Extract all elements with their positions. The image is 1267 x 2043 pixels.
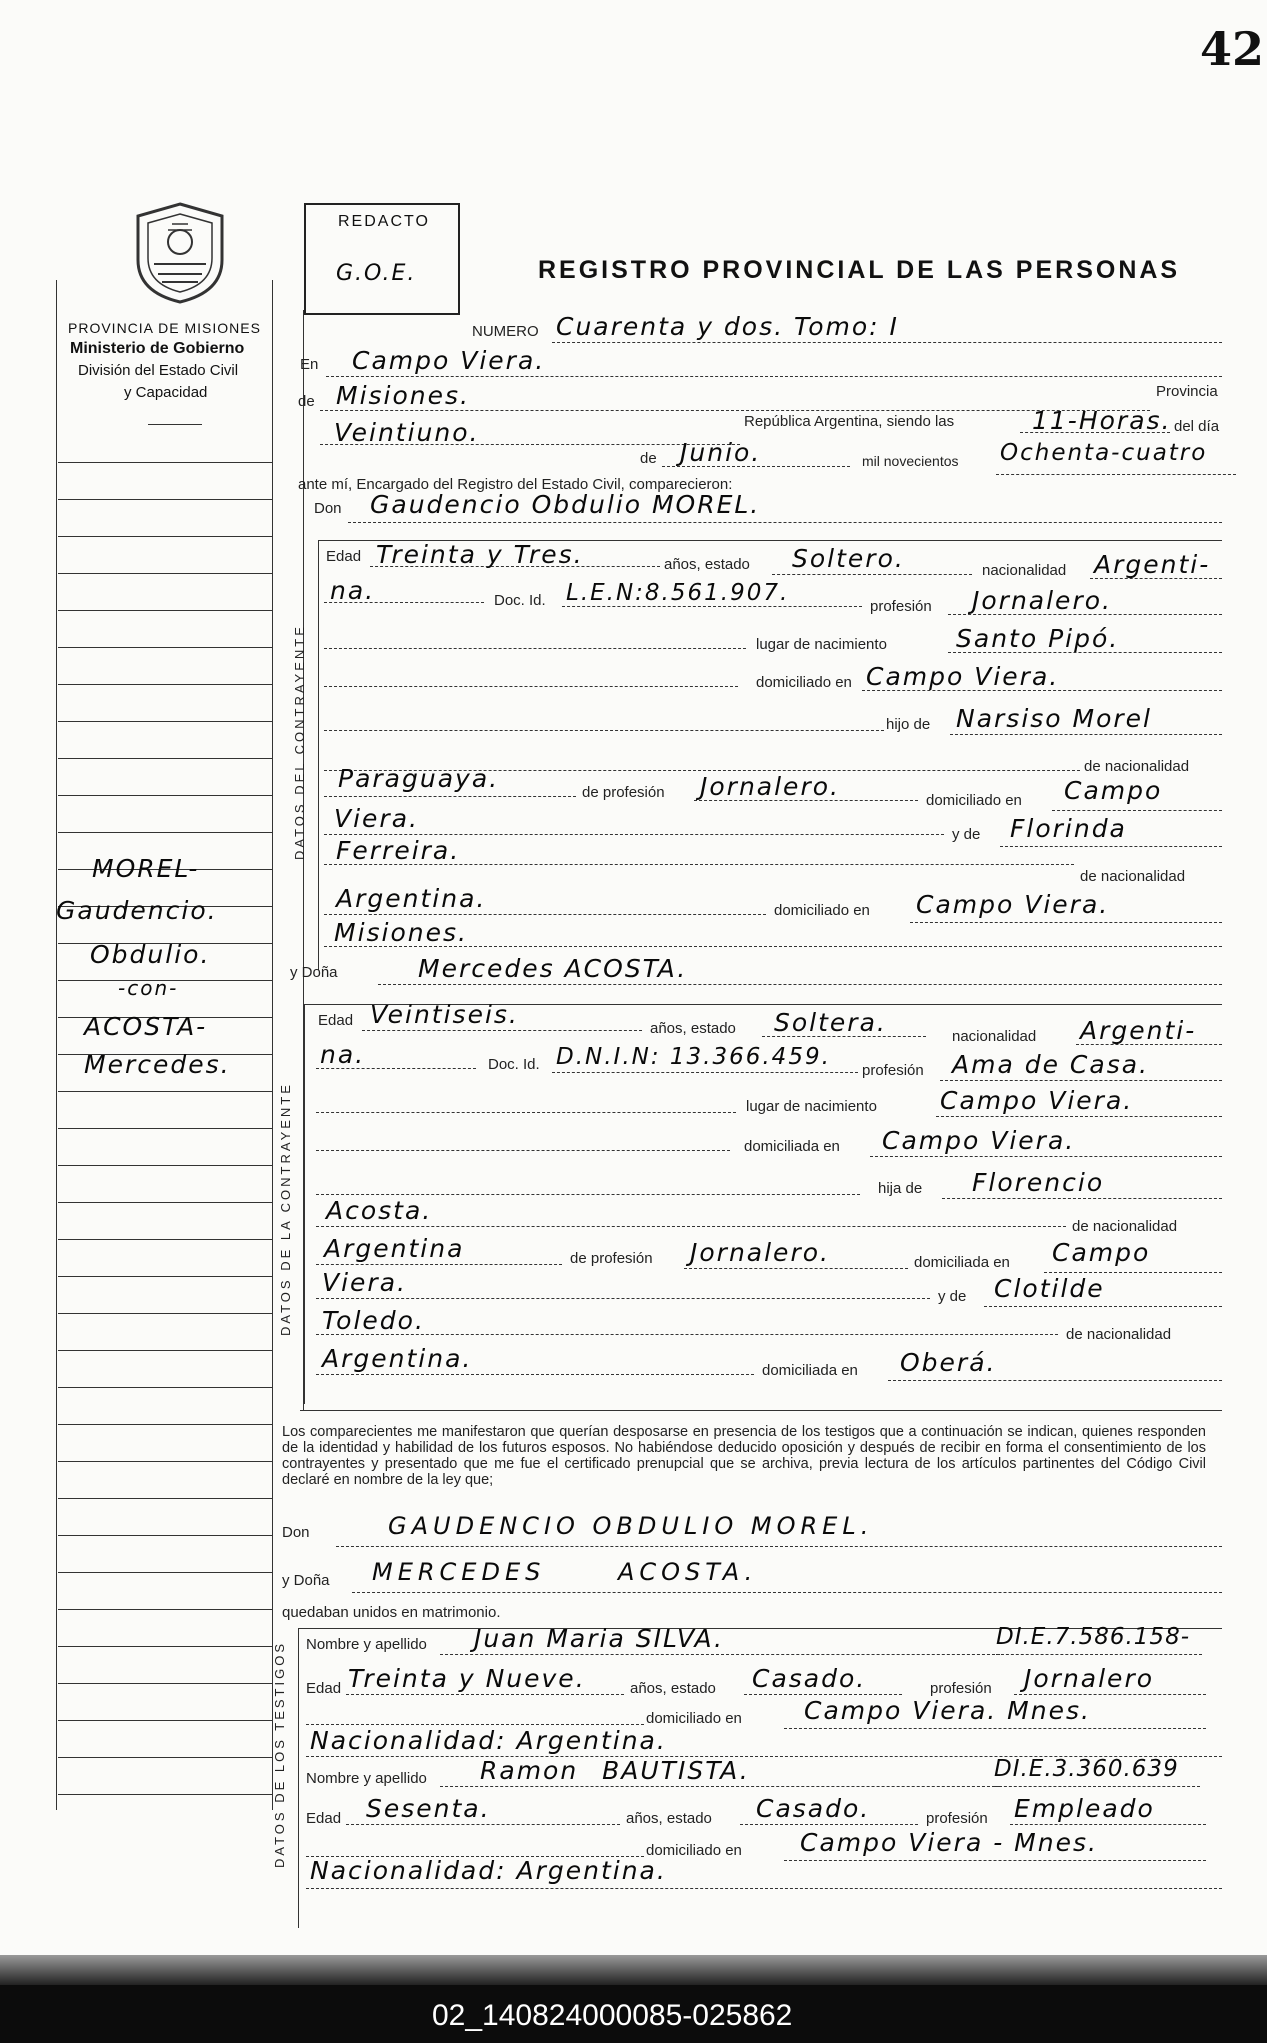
- c-profesion-value: Jornalero.: [972, 586, 1112, 615]
- f-dom-line: [870, 1156, 1222, 1157]
- contrayente-section-label: DATOS DEL CONTRAYENTE: [292, 624, 307, 860]
- f-edad-value: Veintiseis.: [370, 1000, 519, 1029]
- margin-rule-line: [58, 1202, 272, 1203]
- c-de-nacionalidad-label-2: de nacionalidad: [1080, 868, 1186, 885]
- margin-rule-line: [58, 462, 272, 463]
- c-padre-dom-cont-line: [324, 834, 944, 835]
- c-madre-dom-value: Campo Viera.: [916, 890, 1110, 919]
- t1-profesion-value: Jornalero: [1024, 1664, 1155, 1693]
- redacto-box: [304, 203, 460, 315]
- decl-dona-line: [352, 1592, 1222, 1593]
- f-nacionalidad-line: [1076, 1044, 1222, 1045]
- numero-value: Cuarenta y dos. Tomo: I: [556, 312, 899, 341]
- t1-estado-line: [744, 1694, 902, 1695]
- contrayenta-bottom-rule: [300, 1410, 1222, 1411]
- declaration-text: Los comparecientes me manifestaron que querían desposarse en presencia de los testigos que a continuación se indican, quienes responden de la identidad y habilidad de los futuros esposos. No habiéndose deducido oposición y después de recibir en forma el consentimiento de los contrayentes y presentado que me fue el certificado prenupcial que se archiva, previa lectura de los artículos partinentes del Código Civil declaré en nombre de la ley que;: [282, 1424, 1206, 1488]
- t2-doc-value: DI.E.3.360.639: [994, 1756, 1179, 1782]
- c-estado-value: Soltero.: [792, 544, 905, 573]
- ministry-line-2: Ministerio de Gobierno: [70, 340, 245, 357]
- ante-text: ante mí, Encargado del Registro del Estado Civil, comparecieron:: [298, 476, 733, 493]
- margin-rule-line: [58, 1720, 272, 1721]
- t1-dom-line: [784, 1728, 1206, 1729]
- t2-doc-line: [994, 1786, 1200, 1787]
- f-dom-label: domiciliada en: [744, 1138, 840, 1155]
- margin-rule-line: [58, 1461, 272, 1462]
- c-edad-value: Treinta y Tres.: [376, 540, 584, 569]
- f-hija-line: [942, 1198, 1222, 1199]
- margin-note-1: MOREL-: [92, 854, 200, 883]
- t2-nac-line: [306, 1888, 1222, 1889]
- f-madre-dom-value: Oberá.: [900, 1348, 997, 1377]
- margin-rule-line: [58, 1313, 272, 1314]
- margin-rule-line: [58, 721, 272, 722]
- t1-dom-label: domiciliado en: [646, 1710, 742, 1727]
- c-lugar-blank-line: [324, 648, 746, 649]
- f-de-nacionalidad-label-2: de nacionalidad: [1066, 1326, 1172, 1343]
- margin-note-5: ACOSTA-: [84, 1012, 208, 1041]
- footer-id: 02_140824000085-025862: [432, 1999, 793, 2032]
- c-doc-line: [562, 606, 862, 607]
- c-nacionalidad-label: nacionalidad: [982, 562, 1067, 579]
- f-dom-blank-line: [316, 1150, 730, 1151]
- f-madre-value: Clotilde: [994, 1274, 1105, 1303]
- t1-nac-value: Nacionalidad: Argentina.: [310, 1726, 667, 1755]
- numero-line: [552, 342, 1222, 343]
- c-nacionalidad-value: Argenti-: [1094, 550, 1211, 579]
- margin-rule-line: [58, 1424, 272, 1425]
- f-madre-cont: Toledo.: [322, 1306, 425, 1335]
- c-edad-label: Edad: [326, 548, 362, 565]
- t1-nombre-line: [440, 1654, 1000, 1655]
- f-padre-dom-cont: Viera.: [322, 1268, 407, 1297]
- t2-edad-line: [346, 1824, 620, 1825]
- f-nac-cont-line: [316, 1068, 476, 1069]
- del-dia-label: del día: [1174, 418, 1220, 435]
- f-madre-line: [984, 1306, 1222, 1307]
- f-anos-label: años, estado: [650, 1020, 736, 1037]
- ministry-line-4: y Capacidad: [124, 384, 208, 401]
- c-madre-dom-line: [910, 922, 1222, 923]
- f-edad-line: [362, 1030, 642, 1031]
- c-doc-value: L.E.N:8.561.907.: [566, 580, 790, 606]
- f-padre-nac-value: Argentina: [324, 1234, 465, 1263]
- don-label: Don: [314, 500, 342, 517]
- c-nac-cont-line: [324, 602, 484, 603]
- t1-dom-value: Campo Viera. Mnes.: [804, 1696, 1091, 1725]
- margin-rule-line: [58, 1646, 272, 1647]
- t2-dom-label: domiciliado en: [646, 1842, 742, 1859]
- c-nacionalidad-cont: na.: [330, 576, 376, 605]
- anio-line: [996, 474, 1236, 475]
- c-edad-line: [370, 566, 660, 567]
- c-hijo-line: [950, 734, 1222, 735]
- scan-footer-band: [0, 1955, 1267, 2043]
- f-padre-prof-value: Jornalero.: [690, 1238, 830, 1267]
- de-label: de: [298, 393, 315, 410]
- c-madre-value: Florinda: [1010, 814, 1127, 843]
- t1-profesion-label: profesión: [930, 1680, 992, 1697]
- c-madre-cont: Ferreira.: [336, 836, 461, 865]
- f-madre-cont-line: [316, 1334, 1058, 1335]
- contrayenta-left-rule: [304, 1004, 305, 1404]
- c-dom-value: Campo Viera.: [866, 662, 1060, 691]
- f-lugar-line: [936, 1116, 1222, 1117]
- t2-profesion-value: Empleado: [1014, 1794, 1155, 1823]
- horas-line: [1020, 432, 1170, 433]
- c-profesion-line: [948, 614, 1222, 615]
- c-madre-nac-line: [324, 914, 766, 915]
- margin-rule-line: [58, 1128, 272, 1129]
- numero-label: NUMERO: [472, 323, 539, 340]
- c-madre-dom-cont: Misiones.: [334, 918, 468, 947]
- margin-rule-line: [58, 1091, 272, 1092]
- en-value: Campo Viera.: [352, 346, 546, 375]
- margin-rule-line: [58, 1609, 272, 1610]
- t2-profesion-line: [1010, 1824, 1206, 1825]
- f-de-nacionalidad-label: de nacionalidad: [1072, 1218, 1178, 1235]
- t2-anos-label: años, estado: [626, 1810, 712, 1827]
- margin-rule-line: [58, 1239, 272, 1240]
- contrayenta-section-label: DATOS DE LA CONTRAYENTE: [278, 1082, 293, 1336]
- t1-anos-label: años, estado: [630, 1680, 716, 1697]
- t1-edad-label: Edad: [306, 1680, 342, 1697]
- t2-nombre-label: Nombre y apellido: [306, 1770, 427, 1787]
- decl-dona-value: MERCEDES ACOSTA.: [372, 1558, 758, 1586]
- margin-rule-line: [58, 499, 272, 500]
- margin-rule-line: [58, 536, 272, 537]
- margin-rule-line: [58, 1757, 272, 1758]
- c-padre-nac-line: [324, 796, 576, 797]
- c-lugar-line: [948, 652, 1222, 653]
- redacto-value: G.O.E.: [336, 261, 417, 286]
- page-number: 42: [1200, 22, 1265, 76]
- margin-rule-line: [58, 1350, 272, 1351]
- f-de-profesion-label: de profesión: [570, 1250, 653, 1267]
- margin-rule-line: [58, 573, 272, 574]
- c-nacionalidad-line: [1090, 578, 1222, 579]
- dona-value: Mercedes ACOSTA.: [418, 954, 688, 983]
- margin-rule-line: [58, 1165, 272, 1166]
- redacto-label: REDACTO: [338, 213, 430, 230]
- margin-rule-line: [58, 1683, 272, 1684]
- c-dom-blank-line: [324, 686, 738, 687]
- c-doc-label: Doc. Id.: [494, 592, 546, 609]
- don-line: [348, 522, 1222, 523]
- f-padre-dom-cont-line: [316, 1298, 930, 1299]
- don-value: Gaudencio Obdulio MOREL.: [370, 490, 761, 519]
- margin-rule-line: [58, 1794, 272, 1795]
- c-profesion-label: profesión: [870, 598, 932, 615]
- f-lugar-value: Campo Viera.: [940, 1086, 1134, 1115]
- margin-rule-line: [58, 1572, 272, 1573]
- margin-rule-line: [58, 1535, 272, 1536]
- margin-note-6: Mercedes.: [84, 1050, 231, 1079]
- t1-nombre-label: Nombre y apellido: [306, 1636, 427, 1653]
- c-estado-line: [772, 574, 972, 575]
- f-padre-prof-line: [684, 1268, 908, 1269]
- anio-value: Ochenta-cuatro: [1000, 440, 1208, 466]
- t1-dom-blank-line: [306, 1724, 644, 1725]
- c-dom-line: [862, 690, 1222, 691]
- mil-label: mil novecientos: [862, 453, 959, 469]
- decl-don-label: Don: [282, 1524, 310, 1541]
- mes-line: [662, 466, 850, 467]
- c-madre-dom-label: domiciliado en: [774, 902, 870, 919]
- de-line: [320, 410, 1150, 411]
- c-madre-nac-value: Argentina.: [336, 884, 487, 913]
- c-madre-line: [1000, 846, 1222, 847]
- c-padre-prof-value: Jornalero.: [700, 772, 840, 801]
- c-y-de-label: y de: [952, 826, 981, 843]
- c-dom-label: domiciliado en: [756, 674, 852, 691]
- c-madre-dom-cont-line: [324, 946, 1222, 947]
- f-hija-blank-line: [316, 1194, 860, 1195]
- c-de-profesion-label: de profesión: [582, 784, 665, 801]
- c-madre-cont-line: [324, 864, 1074, 865]
- en-line: [326, 376, 1222, 377]
- f-hija-cont: Acosta.: [326, 1196, 433, 1225]
- margin-note-3: Obdulio.: [90, 940, 211, 969]
- c-lugar-value: Santo Pipó.: [956, 624, 1120, 653]
- margin-rule-line: [58, 610, 272, 611]
- c-padre-dom-label: domiciliado en: [926, 792, 1022, 809]
- f-profesion-value: Ama de Casa.: [952, 1050, 1149, 1079]
- margin-note-2: Gaudencio.: [56, 896, 218, 925]
- margin-rule-line: [58, 1498, 272, 1499]
- decl-don-line: [336, 1546, 1222, 1547]
- f-madre-dom-line: [888, 1380, 1222, 1381]
- c-padre-nac-value: Paraguaya.: [338, 764, 500, 793]
- t1-edad-value: Treinta y Nueve.: [348, 1664, 586, 1693]
- f-madre-nac-line: [316, 1374, 754, 1375]
- t2-edad-value: Sesenta.: [366, 1794, 491, 1823]
- decl-dona-label: y Doña: [282, 1572, 330, 1589]
- dia-line: [320, 444, 740, 445]
- t2-nombre-value: Ramon BAUTISTA.: [480, 1756, 750, 1785]
- f-profesion-line: [940, 1080, 1222, 1081]
- f-hija-value: Florencio: [972, 1168, 1105, 1197]
- ministry-line-3: División del Estado Civil: [78, 362, 239, 379]
- t2-nac-value: Nacionalidad: Argentina.: [310, 1856, 667, 1885]
- c-hijo-value: Narsiso Morel: [956, 704, 1153, 733]
- margin-rule-line: [58, 684, 272, 685]
- f-hija-cont-line: [316, 1226, 1066, 1227]
- ministry-rule: [148, 424, 202, 425]
- scan-edge: [0, 1955, 1267, 1985]
- unidos-text: quedaban unidos en matrimonio.: [282, 1604, 501, 1621]
- horas-value: 11-Horas.: [1032, 406, 1172, 435]
- f-estado-value: Soltera.: [774, 1008, 887, 1037]
- f-nacionalidad-value: Argenti-: [1080, 1016, 1197, 1045]
- testigos-left-rule: [298, 1628, 299, 1928]
- t2-profesion-label: profesión: [926, 1810, 988, 1827]
- t1-doc-value: DI.E.7.586.158-: [996, 1624, 1191, 1650]
- dia-value: Veintiuno.: [334, 418, 480, 447]
- margin-rule-line: [58, 758, 272, 759]
- c-padre-dom-cont: Viera.: [334, 804, 419, 833]
- testigos-section-label: DATOS DE LOS TESTIGOS: [272, 1641, 287, 1868]
- f-padre-nac-line: [316, 1264, 562, 1265]
- en-label: En: [300, 356, 319, 373]
- f-dom-value: Campo Viera.: [882, 1126, 1076, 1155]
- t2-edad-label: Edad: [306, 1810, 342, 1827]
- t2-dom-line: [784, 1860, 1206, 1861]
- t2-nombre-line: [440, 1786, 1000, 1787]
- dona-label: y Doña: [290, 964, 338, 981]
- f-nacionalidad-cont: na.: [320, 1040, 366, 1069]
- f-padre-dom-label: domiciliada en: [914, 1254, 1010, 1271]
- f-padre-dom-line: [1044, 1272, 1222, 1273]
- f-nacionalidad-label: nacionalidad: [952, 1028, 1037, 1045]
- t1-estado-value: Casado.: [752, 1664, 867, 1693]
- margin-rule-line: [58, 1387, 272, 1388]
- margin-column-right-rule: [272, 280, 273, 1810]
- ministry-line-1: PROVINCIA DE MISIONES: [68, 320, 261, 336]
- t1-edad-line: [346, 1694, 624, 1695]
- f-madre-dom-label: domiciliada en: [762, 1362, 858, 1379]
- mes-value: Junio.: [680, 438, 762, 467]
- t2-dom-value: Campo Viera - Mnes.: [800, 1828, 1098, 1857]
- c-padre-prof-line: [694, 800, 918, 801]
- f-hija-label: hija de: [878, 1180, 923, 1197]
- f-padre-dom-value: Campo: [1052, 1238, 1151, 1267]
- de-value: Misiones.: [336, 381, 470, 410]
- c-padre-dom-value: Campo: [1064, 776, 1163, 805]
- f-lugar-label: lugar de nacimiento: [746, 1098, 877, 1115]
- provincia-label: Provincia: [1156, 383, 1218, 400]
- f-profesion-label: profesión: [862, 1062, 924, 1079]
- t1-nombre-value: Juan Maria SILVA.: [474, 1624, 724, 1653]
- c-lugar-label: lugar de nacimiento: [756, 636, 887, 653]
- republica-label: República Argentina, siendo las: [744, 413, 955, 430]
- margin-column-left-rule: [56, 280, 57, 1810]
- f-y-de-label: y de: [938, 1288, 967, 1305]
- registry-title: REGISTRO PROVINCIAL DE LAS PERSONAS: [538, 256, 1181, 284]
- c-padre-dom-line: [1052, 810, 1222, 811]
- t1-doc-line: [996, 1654, 1202, 1655]
- t1-profesion-line: [1014, 1694, 1206, 1695]
- margin-rule-line: [58, 1276, 272, 1277]
- f-doc-value: D.N.I.N: 13.366.459.: [556, 1044, 831, 1070]
- margin-rule-line: [58, 795, 272, 796]
- c-hijo-label: hijo de: [886, 716, 931, 733]
- dona-line: [378, 984, 1222, 985]
- f-estado-line: [762, 1036, 926, 1037]
- t2-estado-line: [740, 1824, 918, 1825]
- c-de-nacionalidad-label: de nacionalidad: [1084, 758, 1190, 775]
- f-doc-label: Doc. Id.: [488, 1056, 540, 1073]
- f-edad-label: Edad: [318, 1012, 354, 1029]
- margin-note-4: -con-: [118, 976, 179, 1000]
- t2-estado-value: Casado.: [756, 1794, 871, 1823]
- f-madre-nac-value: Argentina.: [322, 1344, 473, 1373]
- c-anos-label: años, estado: [664, 556, 750, 573]
- de2-label: de: [640, 450, 657, 467]
- f-doc-line: [552, 1072, 858, 1073]
- f-lugar-blank-line: [316, 1112, 736, 1113]
- margin-rule-line: [58, 647, 272, 648]
- contrayente-left-rule: [318, 540, 319, 970]
- province-seal: [132, 200, 228, 304]
- margin-rule-line: [58, 832, 272, 833]
- decl-don-value: GAUDENCIO OBDULIO MOREL.: [388, 1512, 874, 1540]
- c-hijo-blank-line: [324, 730, 884, 731]
